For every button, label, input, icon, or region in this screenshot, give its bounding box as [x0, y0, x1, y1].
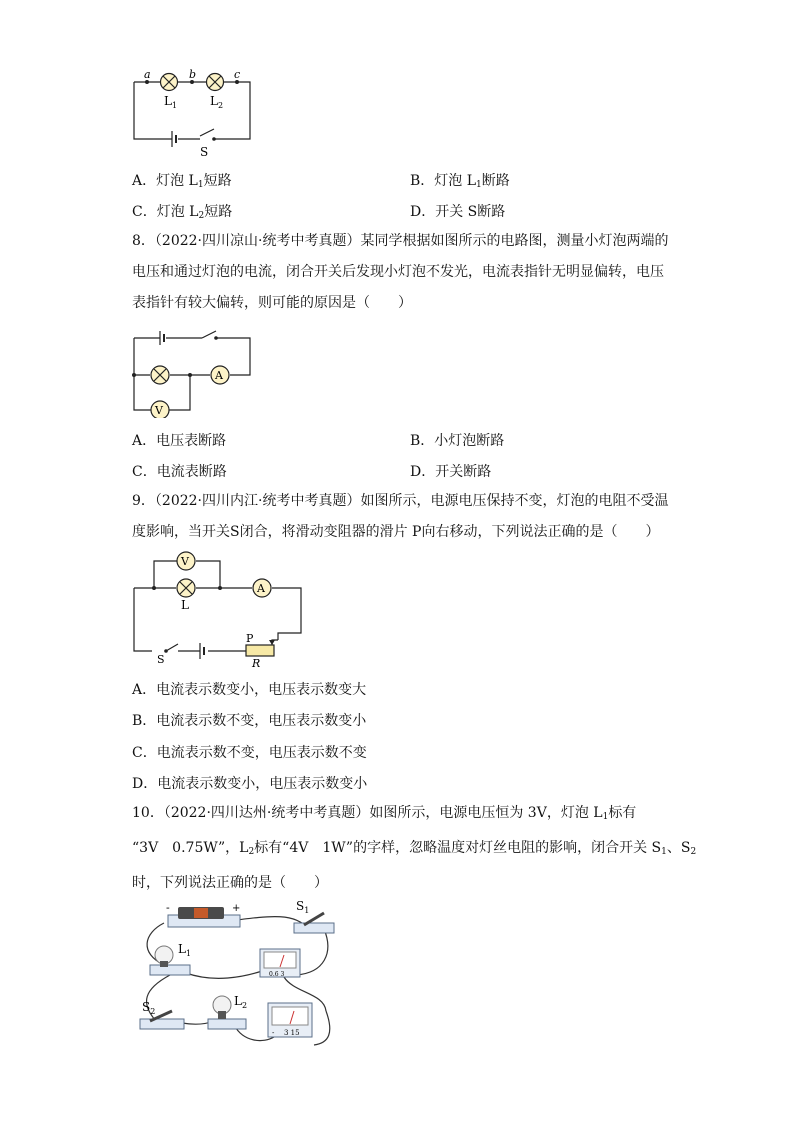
q10-apparatus-figure: [134, 893, 344, 1053]
lamp-l-label: L: [181, 598, 189, 612]
voltmeter-icon: V: [181, 555, 189, 568]
point-c-label: c: [234, 68, 241, 81]
q8-circuit-figure: [128, 326, 258, 418]
meter2-scale-label: 3 15: [284, 1029, 300, 1037]
lamp-l1-label: $L_1$: [178, 942, 192, 958]
q8-option-c[interactable]: C．电流表断路: [132, 464, 227, 480]
meter1-scale-label: 0.6 3: [269, 971, 285, 978]
q7-circuit-figure: [128, 66, 258, 161]
q8-source: （2022·四川凉山·统考中考真题）: [154, 233, 361, 249]
voltmeter-icon: V: [155, 404, 163, 417]
lamp-l2-label: $L_2$: [234, 994, 248, 1010]
ammeter-icon: A: [257, 582, 265, 595]
q9-option-d[interactable]: D．电流表示数变小，电压表示数变小: [132, 776, 368, 792]
switch-s1-label: $S_1$: [296, 899, 310, 915]
q9-stem: 9．（2022·四川内江·统考中考真题）如图所示，电源电压保持不变，灯泡的电阻不受温 度影响，当开关S闭合，将滑动变阻器的滑片 P向右移动，下列说法正确的是（ ）: [132, 493, 669, 540]
point-a-label: a: [144, 68, 151, 81]
resistor-r-label: R: [252, 657, 261, 670]
q10-source: （2022·四川达州·统考中考真题）: [163, 805, 370, 821]
q8-stem: 8．（2022·四川凉山·统考中考真题）某同学根据如图所示的电路图，测量小灯泡两端的 电压和通过灯泡的电流，闭合开关后发现小灯泡不发光，电流表指针无明显偏转，电压 表指针有较大偏转，则可能的原因是（ ）: [132, 233, 669, 311]
lamp-l1-label: $L_1$: [164, 94, 178, 110]
q9-source: （2022·四川内江·统考中考真题）: [154, 493, 361, 509]
q7-option-d[interactable]: D．开关 S断路: [410, 204, 506, 220]
switch-s-label: S: [157, 653, 165, 666]
q9-number: 9．: [132, 493, 155, 509]
q7-option-a[interactable]: A．灯泡 $L_1$短路: [132, 173, 232, 190]
battery-plus-label: +: [232, 903, 241, 914]
lamp-l2-label: $L_2$: [210, 94, 224, 110]
q10-stem: 10．（2022·四川达州·统考中考真题）如图所示，电源电压恒为 3V，灯泡 $L_1$标有 “3V 0.75W”，$L_2$标有“4V 1W”的字样，忽略温度对灯丝电阻的影响，闭合开关 $S_1$、$S_2$ 时，下列说法正确的是（ ）: [132, 805, 697, 891]
point-b-label: b: [189, 68, 197, 81]
q9-option-a[interactable]: A．电流表示数变小，电压表示数变大: [132, 682, 367, 698]
q8-option-d[interactable]: D．开关断路: [410, 464, 492, 480]
q8-option-a[interactable]: A．电压表断路: [132, 433, 227, 449]
q7-option-b[interactable]: B．灯泡 $L_1$断路: [410, 173, 510, 190]
switch-s2-label: $S_2$: [142, 1000, 156, 1016]
q8-option-b[interactable]: B．小灯泡断路: [410, 433, 505, 449]
q8-number: 8．: [132, 233, 155, 249]
battery-minus-label: -: [166, 901, 170, 914]
q10-number: 10．: [132, 805, 164, 821]
ammeter-icon: A: [215, 369, 223, 382]
meter2-minus-label: -: [272, 1029, 275, 1037]
q9-option-c[interactable]: C．电流表示数不变，电压表示数不变: [132, 745, 367, 761]
q9-circuit-figure: [128, 548, 308, 672]
q7-option-c[interactable]: C．灯泡 $L_2$短路: [132, 204, 233, 221]
q9-option-b[interactable]: B．电流表示数不变，电压表示数变小: [132, 713, 367, 729]
switch-s-label: S: [200, 145, 209, 159]
slider-p-label: P: [246, 632, 254, 645]
